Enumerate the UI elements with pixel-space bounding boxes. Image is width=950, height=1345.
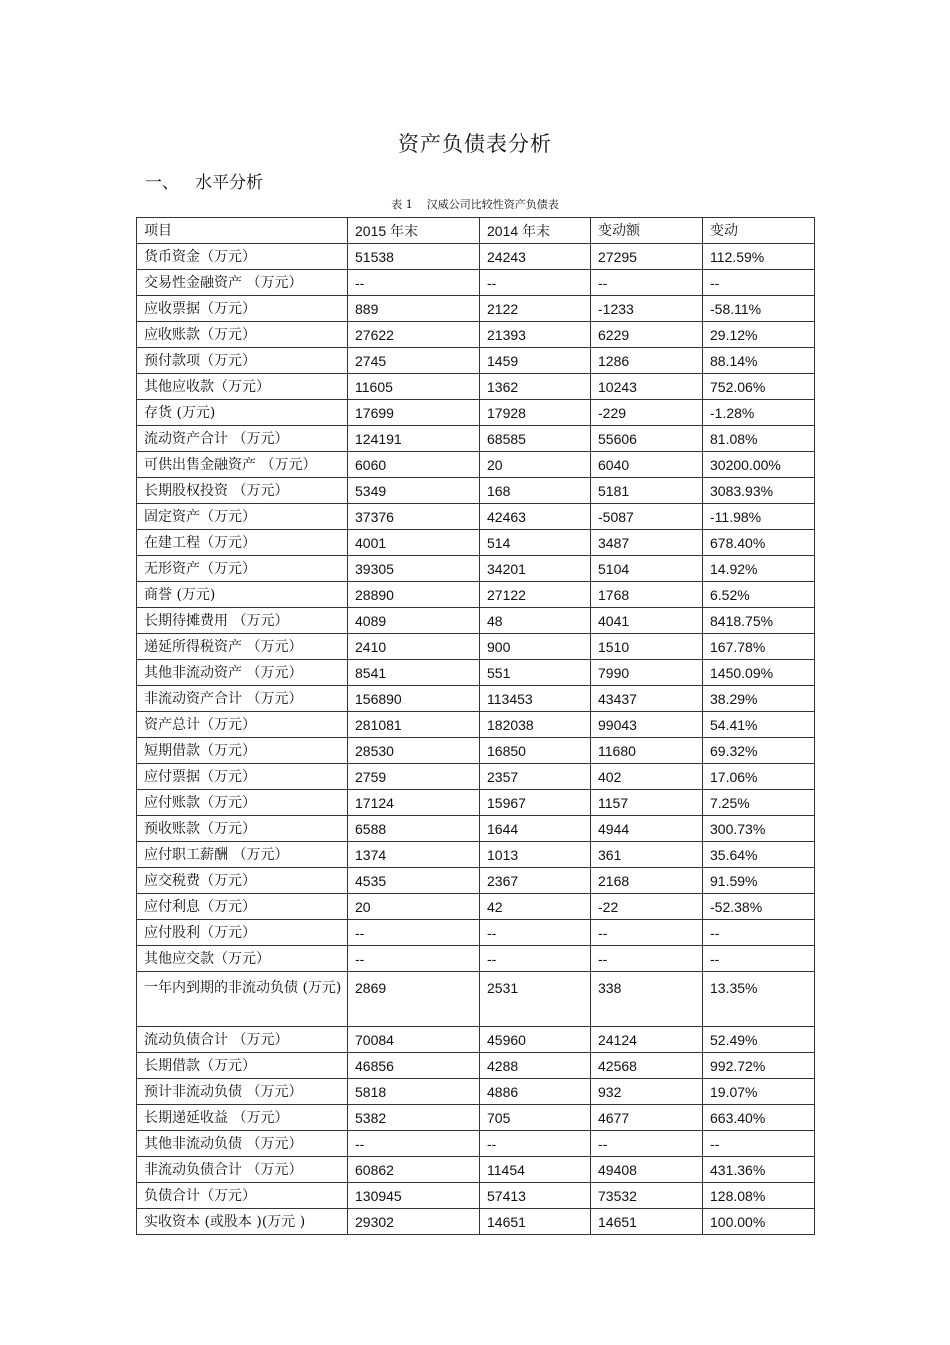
table-cell: -5087	[591, 504, 703, 530]
table-row	[137, 530, 815, 556]
table-body	[137, 244, 815, 1235]
table-row	[137, 738, 815, 764]
table-cell: 4944	[591, 816, 703, 842]
table-cell: 1362	[480, 374, 591, 400]
table-cell: 70084	[348, 1027, 480, 1053]
row-label: 预计非流动负债 （万元）	[137, 1079, 348, 1105]
row-label: 应付职工薪酬 （万元）	[137, 842, 348, 868]
table-row	[137, 374, 815, 400]
table-row	[137, 660, 815, 686]
table-cell: 2869	[348, 972, 480, 1027]
table-cell: 60862	[348, 1157, 480, 1183]
table-cell: 42	[480, 894, 591, 920]
table-cell: 51538	[348, 244, 480, 270]
table-cell: 69.32%	[703, 738, 815, 764]
table-cell: 6060	[348, 452, 480, 478]
table-cell: 2122	[480, 296, 591, 322]
table-cell: 16850	[480, 738, 591, 764]
table-cell: 11680	[591, 738, 703, 764]
table-cell: 361	[591, 842, 703, 868]
section-heading	[145, 168, 263, 193]
table-cell: 1374	[348, 842, 480, 868]
table-cell: 15967	[480, 790, 591, 816]
row-label: 应交税费（万元）	[137, 868, 348, 894]
table-cell: 54.41%	[703, 712, 815, 738]
table-cell: --	[591, 920, 703, 946]
section-label: 水平分析	[195, 173, 263, 193]
table-row	[137, 270, 815, 296]
table-row	[137, 634, 815, 660]
table-cell: --	[480, 1131, 591, 1157]
table-cell: 1013	[480, 842, 591, 868]
table-cell: --	[591, 946, 703, 972]
table-cell: 1157	[591, 790, 703, 816]
table-cell: -11.98%	[703, 504, 815, 530]
table-cell: 1450.09%	[703, 660, 815, 686]
table-cell: 68585	[480, 426, 591, 452]
table-cell: 663.40%	[703, 1105, 815, 1131]
table-cell: 2357	[480, 764, 591, 790]
table-cell: 1644	[480, 816, 591, 842]
table-cell: 752.06%	[703, 374, 815, 400]
table-cell: -52.38%	[703, 894, 815, 920]
table-cell: 6229	[591, 322, 703, 348]
row-label: 流动负债合计 （万元）	[137, 1027, 348, 1053]
table-cell: 2367	[480, 868, 591, 894]
table-cell: 99043	[591, 712, 703, 738]
table-cell: 889	[348, 296, 480, 322]
row-label: 应付票据（万元）	[137, 764, 348, 790]
table-caption	[0, 196, 950, 212]
table-cell: 300.73%	[703, 816, 815, 842]
table-row	[137, 790, 815, 816]
row-label: 短期借款（万元）	[137, 738, 348, 764]
table-cell: 73532	[591, 1183, 703, 1209]
table-cell: 5104	[591, 556, 703, 582]
table-row	[137, 1079, 815, 1105]
table-cell: 14.92%	[703, 556, 815, 582]
table-cell: 27122	[480, 582, 591, 608]
table-cell: 156890	[348, 686, 480, 712]
table-cell: 900	[480, 634, 591, 660]
table-cell: 10243	[591, 374, 703, 400]
row-label: 预收账款（万元）	[137, 816, 348, 842]
table-cell: --	[703, 1131, 815, 1157]
row-label: 递延所得税资产 （万元）	[137, 634, 348, 660]
table-cell: 14651	[480, 1209, 591, 1235]
table-cell: 35.64%	[703, 842, 815, 868]
table-cell: 17124	[348, 790, 480, 816]
table-row	[137, 1105, 815, 1131]
table-row	[137, 556, 815, 582]
column-header: 变动	[703, 218, 815, 244]
table-row	[137, 816, 815, 842]
table-cell: -229	[591, 400, 703, 426]
table-row	[137, 842, 815, 868]
table-cell: 7990	[591, 660, 703, 686]
table-row	[137, 348, 815, 374]
table-row	[137, 1209, 815, 1235]
table-cell: 1768	[591, 582, 703, 608]
row-label: 应付股利（万元）	[137, 920, 348, 946]
table-row	[137, 1131, 815, 1157]
row-label: 其他应交款（万元）	[137, 946, 348, 972]
table-cell: 992.72%	[703, 1053, 815, 1079]
table-cell: 24243	[480, 244, 591, 270]
table-cell: 43437	[591, 686, 703, 712]
table-cell: 1459	[480, 348, 591, 374]
table-cell: 5181	[591, 478, 703, 504]
table-cell: 81.08%	[703, 426, 815, 452]
table-row	[137, 1183, 815, 1209]
row-label: 长期借款（万元）	[137, 1053, 348, 1079]
table-row	[137, 946, 815, 972]
table-cell: --	[480, 946, 591, 972]
table-cell: 551	[480, 660, 591, 686]
table-cell: 39305	[348, 556, 480, 582]
table-cell: 1510	[591, 634, 703, 660]
row-label: 应收账款（万元）	[137, 322, 348, 348]
table-cell: 46856	[348, 1053, 480, 1079]
table-cell: 4089	[348, 608, 480, 634]
table-cell: 1286	[591, 348, 703, 374]
column-header: 2014 年末	[480, 218, 591, 244]
table-caption-number: 表 1	[391, 198, 413, 211]
table-row	[137, 244, 815, 270]
table-cell: 24124	[591, 1027, 703, 1053]
table-cell: 100.00%	[703, 1209, 815, 1235]
row-label: 应付账款（万元）	[137, 790, 348, 816]
table-cell: 678.40%	[703, 530, 815, 556]
table-cell: 514	[480, 530, 591, 556]
table-cell: 5382	[348, 1105, 480, 1131]
table-cell: 124191	[348, 426, 480, 452]
table-cell: 705	[480, 1105, 591, 1131]
column-header: 项目	[137, 218, 348, 244]
table-cell: 17.06%	[703, 764, 815, 790]
table-cell: --	[480, 270, 591, 296]
table-cell: 281081	[348, 712, 480, 738]
row-label: 长期递延收益 （万元）	[137, 1105, 348, 1131]
table-row	[137, 296, 815, 322]
row-label: 实收资本 (或股本 )(万元 )	[137, 1209, 348, 1235]
row-label: 流动资产合计 （万元）	[137, 426, 348, 452]
table-row	[137, 920, 815, 946]
row-label: 非流动负债合计 （万元）	[137, 1157, 348, 1183]
table-cell: 20	[348, 894, 480, 920]
table-cell: 42568	[591, 1053, 703, 1079]
table-cell: 14651	[591, 1209, 703, 1235]
row-label: 其他应收款（万元）	[137, 374, 348, 400]
table-cell: 11605	[348, 374, 480, 400]
table-cell: 38.29%	[703, 686, 815, 712]
row-label: 其他非流动资产 （万元）	[137, 660, 348, 686]
table-cell: 29.12%	[703, 322, 815, 348]
row-label: 一年内到期的非流动负债 (万元)	[137, 972, 348, 1027]
table-cell: 45960	[480, 1027, 591, 1053]
table-cell: 20	[480, 452, 591, 478]
table-cell: 7.25%	[703, 790, 815, 816]
row-label: 其他非流动负债 （万元）	[137, 1131, 348, 1157]
table-cell: 2745	[348, 348, 480, 374]
table-cell: 34201	[480, 556, 591, 582]
table-cell: 6040	[591, 452, 703, 478]
table-cell: -58.11%	[703, 296, 815, 322]
table-row	[137, 868, 815, 894]
table-cell: --	[348, 920, 480, 946]
table-cell: 5349	[348, 478, 480, 504]
table-cell: 28530	[348, 738, 480, 764]
row-label: 在建工程（万元）	[137, 530, 348, 556]
table-cell: 49408	[591, 1157, 703, 1183]
table-row	[137, 608, 815, 634]
table-cell: 6588	[348, 816, 480, 842]
table-cell: --	[703, 946, 815, 972]
table-row	[137, 504, 815, 530]
table-cell: --	[591, 1131, 703, 1157]
table-row	[137, 712, 815, 738]
row-label: 长期待摊费用 （万元）	[137, 608, 348, 634]
table-cell: 4288	[480, 1053, 591, 1079]
table-cell: 21393	[480, 322, 591, 348]
table-cell: -22	[591, 894, 703, 920]
table-cell: 57413	[480, 1183, 591, 1209]
row-label: 预付款项（万元）	[137, 348, 348, 374]
table-cell: 8418.75%	[703, 608, 815, 634]
row-label: 负债合计（万元）	[137, 1183, 348, 1209]
table-cell: --	[348, 1131, 480, 1157]
table-cell: 4886	[480, 1079, 591, 1105]
table-cell: 2410	[348, 634, 480, 660]
table-cell: 168	[480, 478, 591, 504]
table-row	[137, 686, 815, 712]
table-cell: 27295	[591, 244, 703, 270]
table-cell: 431.36%	[703, 1157, 815, 1183]
table-cell: --	[348, 270, 480, 296]
table-cell: -1233	[591, 296, 703, 322]
row-label: 存货 (万元)	[137, 400, 348, 426]
row-label: 可供出售金融资产 （万元）	[137, 452, 348, 478]
table-cell: 91.59%	[703, 868, 815, 894]
row-label: 长期股权投资 （万元）	[137, 478, 348, 504]
table-cell: --	[348, 946, 480, 972]
table-row	[137, 478, 815, 504]
table-row	[137, 972, 815, 1027]
table-cell: --	[480, 920, 591, 946]
table-row	[137, 764, 815, 790]
table-cell: --	[591, 270, 703, 296]
column-header: 变动额	[591, 218, 703, 244]
row-label: 资产总计（万元）	[137, 712, 348, 738]
table-cell: 112.59%	[703, 244, 815, 270]
table-cell: 113453	[480, 686, 591, 712]
table-cell: 29302	[348, 1209, 480, 1235]
row-label: 固定资产（万元）	[137, 504, 348, 530]
row-label: 无形资产（万元）	[137, 556, 348, 582]
row-label: 商誉 (万元)	[137, 582, 348, 608]
table-row	[137, 894, 815, 920]
table-cell: 182038	[480, 712, 591, 738]
table-cell: 37376	[348, 504, 480, 530]
table-cell: 28890	[348, 582, 480, 608]
table-cell: 167.78%	[703, 634, 815, 660]
table-cell: --	[703, 920, 815, 946]
row-label: 应付利息（万元）	[137, 894, 348, 920]
page-title: 资产负债表分析	[398, 132, 552, 156]
table-cell: 11454	[480, 1157, 591, 1183]
table-cell: 42463	[480, 504, 591, 530]
section-number: 一、	[145, 173, 179, 193]
table-cell: 17699	[348, 400, 480, 426]
table-cell: 6.52%	[703, 582, 815, 608]
table-cell: 48	[480, 608, 591, 634]
table-cell: 2168	[591, 868, 703, 894]
table-row	[137, 1053, 815, 1079]
row-label: 非流动资产合计 （万元）	[137, 686, 348, 712]
row-label: 交易性金融资产 （万元）	[137, 270, 348, 296]
table-cell: 4001	[348, 530, 480, 556]
table-cell: 19.07%	[703, 1079, 815, 1105]
row-label: 应收票据（万元）	[137, 296, 348, 322]
table-cell: 128.08%	[703, 1183, 815, 1209]
column-header: 2015 年末	[348, 218, 480, 244]
table-cell: 30200.00%	[703, 452, 815, 478]
table-row	[137, 452, 815, 478]
table-cell: 52.49%	[703, 1027, 815, 1053]
table-cell: 27622	[348, 322, 480, 348]
table-row	[137, 1027, 815, 1053]
table-cell: 88.14%	[703, 348, 815, 374]
balance-sheet-table	[136, 217, 815, 1235]
table-row	[137, 426, 815, 452]
table-cell: 55606	[591, 426, 703, 452]
table-cell: 402	[591, 764, 703, 790]
table-caption-label: 汉威公司比较性资产负债表	[426, 198, 559, 211]
table-cell: 4041	[591, 608, 703, 634]
table-cell: 338	[591, 972, 703, 1027]
table-cell: 3487	[591, 530, 703, 556]
table-row	[137, 1157, 815, 1183]
table-cell: 13.35%	[703, 972, 815, 1027]
table-row	[137, 400, 815, 426]
table-cell: 4677	[591, 1105, 703, 1131]
table-cell: 2759	[348, 764, 480, 790]
table-cell: 4535	[348, 868, 480, 894]
table-cell: 5818	[348, 1079, 480, 1105]
table-cell: 130945	[348, 1183, 480, 1209]
row-label: 货币资金（万元）	[137, 244, 348, 270]
table-cell: 3083.93%	[703, 478, 815, 504]
table-row	[137, 582, 815, 608]
table-row	[137, 322, 815, 348]
table-cell: 17928	[480, 400, 591, 426]
table-header-row	[137, 218, 815, 244]
table-cell: --	[703, 270, 815, 296]
table-cell: -1.28%	[703, 400, 815, 426]
table-cell: 2531	[480, 972, 591, 1027]
table-cell: 932	[591, 1079, 703, 1105]
table-cell: 8541	[348, 660, 480, 686]
